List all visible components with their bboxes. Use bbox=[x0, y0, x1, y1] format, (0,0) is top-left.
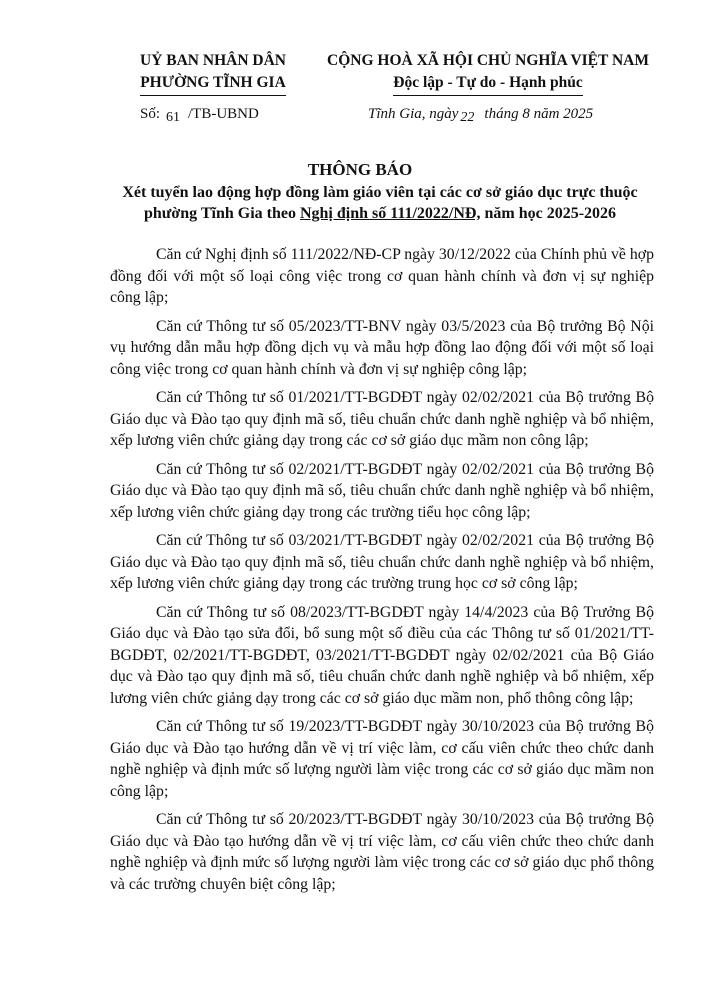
legal-basis-paragraph: Căn cứ Thông tư số 02/2021/TT-BGDĐT ngày 02/02/2021 của Bộ trưởng Bộ Giáo dục và Đào tạo quy định mã số, tiêu chuẩn chức danh nghề nghiệp và bổ nhiệm, xếp lương viên chức giảng dạy trong các trường tiểu học công lập; bbox=[110, 460, 654, 521]
subtitle-part-2: năm học 2025-2026 bbox=[484, 205, 617, 222]
national-motto bbox=[318, 50, 658, 96]
motto: Độc lập - Tự do - Hạnh phúc bbox=[393, 72, 582, 96]
legal-basis-paragraph: Căn cứ Thông tư số 19/2023/TT-BGDĐT ngày 30/10/2023 của Bộ trưởng Bộ Giáo dục và Đào tạo hướng dẫn về vị trí việc làm, cơ cấu viên chức theo chức danh nghề nghiệp và định mức số lượng người làm việc trong các cơ sở giáo dục mầm non công lập; bbox=[110, 718, 654, 800]
date-day: 22 bbox=[460, 110, 475, 125]
subtitle-decree-ref: Nghị định số 111/2022/NĐ, bbox=[299, 205, 481, 222]
issue-date bbox=[368, 106, 593, 123]
document-subtitle bbox=[95, 182, 665, 224]
doc-number-suffix: /TB-UBND bbox=[188, 106, 259, 122]
document-number bbox=[140, 106, 259, 123]
date-prefix: Tĩnh Gia, ngày bbox=[368, 106, 459, 122]
legal-basis-paragraph: Căn cứ Thông tư số 20/2023/TT-BGDĐT ngày 30/10/2023 của Bộ trưởng Bộ Giáo dục và Đào tạo hướng dẫn về vị trí việc làm, cơ cấu viên chức theo chức danh nghề nghiệp và định mức số lượng người làm việc trong các cơ sở giáo dục phổ thông và các trường chuyên biệt công lập; bbox=[110, 811, 654, 893]
issuing-agency bbox=[118, 50, 308, 96]
date-rest: tháng 8 năm 2025 bbox=[484, 106, 594, 122]
document-title: THÔNG BÁO bbox=[307, 160, 413, 179]
agency-line-1: UỶ BAN NHÂN DÂN bbox=[140, 52, 286, 69]
legal-basis-paragraph: Căn cứ Thông tư số 01/2021/TT-BGDĐT ngày 02/02/2021 của Bộ trưởng Bộ Giáo dục và Đào tạo quy định mã số, tiêu chuẩn chức danh nghề nghiệp và bổ nhiệm, xếp lương viên chức giảng dạy trong các cơ sở giáo dục mầm non công lập; bbox=[110, 389, 654, 449]
legal-basis-paragraph: Căn cứ Thông tư số 05/2023/TT-BNV ngày 03/5/2023 của Bộ trưởng Bộ Nội vụ hướng dẫn mẫu hợp đồng dịch vụ và mẫu hợp đồng lao động đối với một số loại công việc trong cơ quan hành chính và đơn vị sự nghiệp công lập; bbox=[110, 317, 654, 378]
doc-number-value: 61 bbox=[166, 110, 181, 125]
legal-basis bbox=[110, 244, 654, 902]
legal-basis-paragraph: Căn cứ Thông tư số 03/2021/TT-BGDĐT ngày 02/02/2021 của Bộ trưởng Bộ Giáo dục và Đào tạo quy định mã số, tiêu chuẩn chức danh nghề nghiệp và bổ nhiệm, xếp lương viên chức giảng dạy trong các trường trung học cơ sở công lập; bbox=[110, 532, 654, 592]
legal-basis-paragraph: Căn cứ Thông tư số 08/2023/TT-BGDĐT ngày 14/4/2023 của Bộ Trưởng Bộ Giáo dục và Đào tạo sửa đổi, bổ sung một số điều của các Thông tư số 01/2021/TT-BGDĐT, 02/2021/TT-BGDĐT, 03/2021/TT-BGDĐT ngày 02/02/2021 của Bộ Giáo dục và Đào tạo quy định mã số, tiêu chuẩn chức danh nghề nghiệp và bổ nhiệm, xếp lương viên chức giảng dạy trong các cơ sở giáo dục mầm non, phổ thông công lập; bbox=[110, 603, 654, 707]
legal-basis-paragraph: Căn cứ Nghị định số 111/2022/NĐ-CP ngày 30/12/2022 của Chính phủ về hợp đồng đối với một số loại công việc trong cơ quan hành chính và đơn vị sự nghiệp công lập; bbox=[110, 246, 654, 306]
doc-number-prefix: Số: bbox=[140, 106, 161, 122]
country-name: CỘNG HOÀ XÃ HỘI CHỦ NGHĨA VIỆT NAM bbox=[327, 52, 649, 69]
subtitle-part-1: Xét tuyển lao động hợp đồng làm giáo viên tại các cơ sở giáo dục trực thuộc phường Tĩnh Gia theo bbox=[122, 184, 638, 222]
agency-line-2: PHƯỜNG TĨNH GIA bbox=[140, 72, 286, 96]
